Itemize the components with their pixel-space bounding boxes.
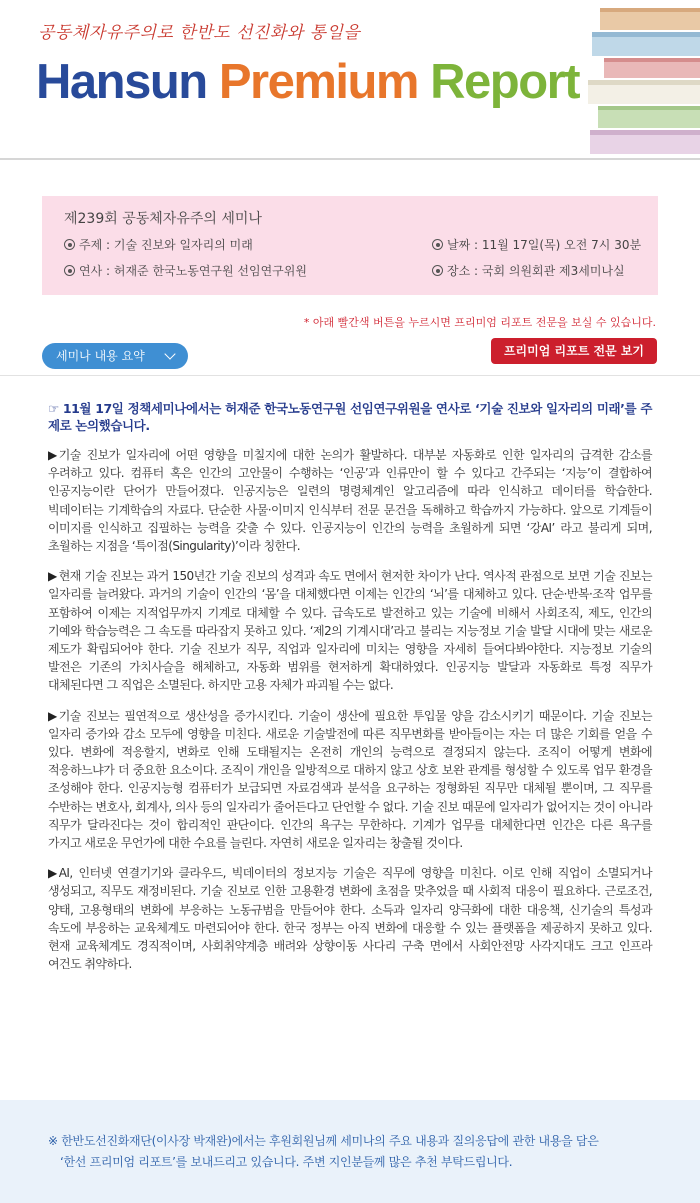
bullet-icon (64, 265, 75, 276)
brand-logo (36, 52, 579, 112)
triangle-bullet-icon: ▶ (48, 866, 57, 881)
seminar-date (432, 236, 641, 253)
section-divider (0, 375, 700, 376)
summary-paragraph (48, 446, 652, 555)
footer-line-2: ‘한선 프리미엄 리포트’를 보내드리고 있습니다. 주변 지인분들께 많은 추천 부탁드립니다. (60, 1155, 513, 1169)
books-stack-illustration (570, 0, 700, 165)
bullet-icon (432, 239, 443, 250)
bullet-icon (432, 265, 443, 276)
triangle-bullet-icon: ▶ (48, 569, 57, 584)
pointing-hand-icon: ☞ (48, 401, 59, 416)
summary-paragraph (48, 567, 652, 694)
summary-paragraph-text: 현재 기술 진보는 과거 150년간 기술 진보의 성격과 속도 면에서 현저한 차이가 난다. 역사적 관점으로 보면 기술 진보는 일자리를 늘려왔다. 과거의 기술이 인간의 ‘몸’을 대체했다면 이제는 인간의 ‘뇌’를 대체하고 있다. 단순·반복·조작 업무를 포함하여 이제는 지적업무까지 기계로 대체할 수 있다. 급속도로 발전하고 있는 기술에 비해서 사회조직, 제도, 인간의 기예와 학습능력은 그 속도를 따라잡지 못하고 있다. ‘제2의 기계시대’라고 불리는 지능정보 기술 발달 시대에 맞는 새로운 제도가 확립되어야 한다. 기술 진보가 직무, 직업과 일자리에 미치는 영향을 자세히 들여다봐야한다. 지능정보 기술의 발전은 기존의 가치사슬을 해체하고, 자동화 범위를 현저하게 확대하였다. 인공지능 발달과 자동화로 특정 직무가 대체된다면 그 직업은 소멸된다. 하지만 고용 자체가 파괴될 수는 없다. (48, 569, 652, 693)
header-tagline: 공동체자유주의로 한반도 선진화와 통일을 (38, 23, 361, 43)
summary-paragraph (48, 707, 652, 853)
report-header (0, 0, 700, 185)
bullet-icon (64, 239, 75, 250)
summary-paragraph-text: AI, 인터넷 연결기기와 클라우드, 빅데이터의 정보지능 기술은 직무에 영향을 미친다. 이로 인해 직업이 소멸되거나 생성되고, 직무도 재정비된다. 기술 진보로 인한 고용환경 변화에 초점을 맞추었을 때 사회적 대응이 필요하다. 근로조건, 양태, 고용형태의 변화에 부응하는 노동규범을 만들어야 한다. 소득과 일자리 양극화에 대한 대응책, 신기술의 특성과 속도에 부응하는 교육체계도 마련되어야 한다. 한국 정부는 아직 변화에 대응할 수 있는 플랫폼을 제공하지 못하고 있다. 현재 교육체계도 경직적이며, 사회취약계층 배려와 상향이동 사다리 구축 면에서 사회안전망 사각지대도 크고 인프라 여건도 취약하다. (48, 866, 652, 972)
footer-line-1: ※ 한반도선진화재단(이사장 박재완)에서는 후원회원님께 세미나의 주요 내용과 질의응답에 관한 내용을 담은 (48, 1134, 599, 1148)
seminar-info-box (42, 196, 658, 295)
brand-premium: Premium (218, 55, 418, 109)
report-footer (0, 1100, 700, 1203)
seminar-speaker (64, 262, 307, 279)
lead-paragraph (48, 400, 652, 434)
brand-report: Report (430, 55, 580, 109)
seminar-topic (64, 236, 253, 253)
seminar-summary-button[interactable] (42, 343, 188, 369)
seminar-place-text: 장소 : 국회 의원회관 제3세미나실 (447, 264, 625, 278)
chevron-down-icon (164, 348, 175, 359)
lead-text: 11월 17일 정책세미나에서는 허재준 한국노동연구원 선임연구위원을 연사로 ‘기술 진보와 일자리의 미래’를 주제로 논의했습니다. (48, 401, 652, 433)
summary-paragraph-text: 기술 진보는 필연적으로 생산성을 증가시킨다. 기술이 생산에 필요한 투입물 양을 감소시키기 때문이다. 기술 진보는 일자리 증가와 감소 모두에 영향을 미친다. 새로운 기술발전에 따른 직무변화를 받아들이는 자는 더 많은 기회를 얻을 수 있다. 변화에 적응할지, 변화로 인해 도태될지는 온전히 개인의 능력으로 결정되지 않는다. 조직이 어떻게 변화에 적응하느냐가 더 중요한 요소이다. 조직이 개인을 일방적으로 대하지 않고 상호 보완 관계를 형성할 수 있도록 업무 환경을 조성해야 한다. 인공지능형 컴퓨터가 보급되면 자료검색과 분석을 요구하는 정형화된 직무만 대체될 뿐이며, 그 직무를 수반하는 변호사, 회계사, 의사 등의 일자리가 줄어든다고 단언할 수 없다. 기술 진보 때문에 일자리가 없어지는 것이 아니라 직무가 달라진다는 것이 합리적인 판단이다. 인간의 욕구는 무한하다. 기계가 업무를 대체한다면 인간은 다른 욕구를 가지고 새로운 무언가에 대한 수요를 늘린다. 자연히 새로운 일자리는 창출될 것이다. (48, 708, 652, 851)
brand-hansun: Hansun (36, 55, 207, 109)
triangle-bullet-icon: ▶ (48, 708, 57, 723)
seminar-place (432, 262, 625, 279)
premium-report-full-button[interactable]: 프리미엄 리포트 전문 보기 (491, 338, 657, 364)
summary-paragraph-text: 기술 진보가 일자리에 어떤 영향을 미칠지에 대한 논의가 활발하다. 대부분 자동화로 인한 일자리의 급격한 감소를 우려하고 있다. 컴퓨터 혹은 인간의 고안물이 수행하는 ‘인공’과 인류만이 할 수 있다고 간주되는 ‘지능’이 결합하여 인공지능이란 단어가 만들어졌다. 인공지능은 일련의 명령체계인 알고리즘에 따라 인식하고 데이터를 학습한다. 빅데이터는 기계학습의 자료다. 단순한 사물·이미지 인식부터 전문 문건을 독해하고 학습까지 가능하다. 앞으로 기계들이 이미지를 인식하고 집필하는 능력을 갖출 수 있다. 인공지능이 인간의 능력을 초월하게 되면 ‘강AI’ 라고 불리게 되며, 초월하는 지점을 ‘특이점(Singularity)’이라 칭한다. (48, 448, 652, 554)
seminar-summary-label: 세미나 내용 요약 (56, 349, 145, 363)
header-divider (0, 158, 700, 160)
triangle-bullet-icon: ▶ (48, 448, 57, 462)
summary-paragraph (48, 864, 652, 973)
seminar-speaker-text: 연사 : 허재준 한국노동연구원 선임연구위원 (79, 264, 307, 278)
seminar-title: 제239회 공동체자유주의 세미나 (64, 211, 262, 227)
seminar-topic-text: 주제 : 기술 진보와 일자리의 미래 (79, 238, 253, 252)
red-button-note: * 아래 빨간색 버튼을 누르시면 프리미엄 리포트 전문을 보실 수 있습니다. (303, 316, 656, 329)
seminar-date-text: 날짜 : 11월 17일(목) 오전 7시 30분 (447, 238, 642, 252)
seminar-summary-content (48, 400, 652, 973)
